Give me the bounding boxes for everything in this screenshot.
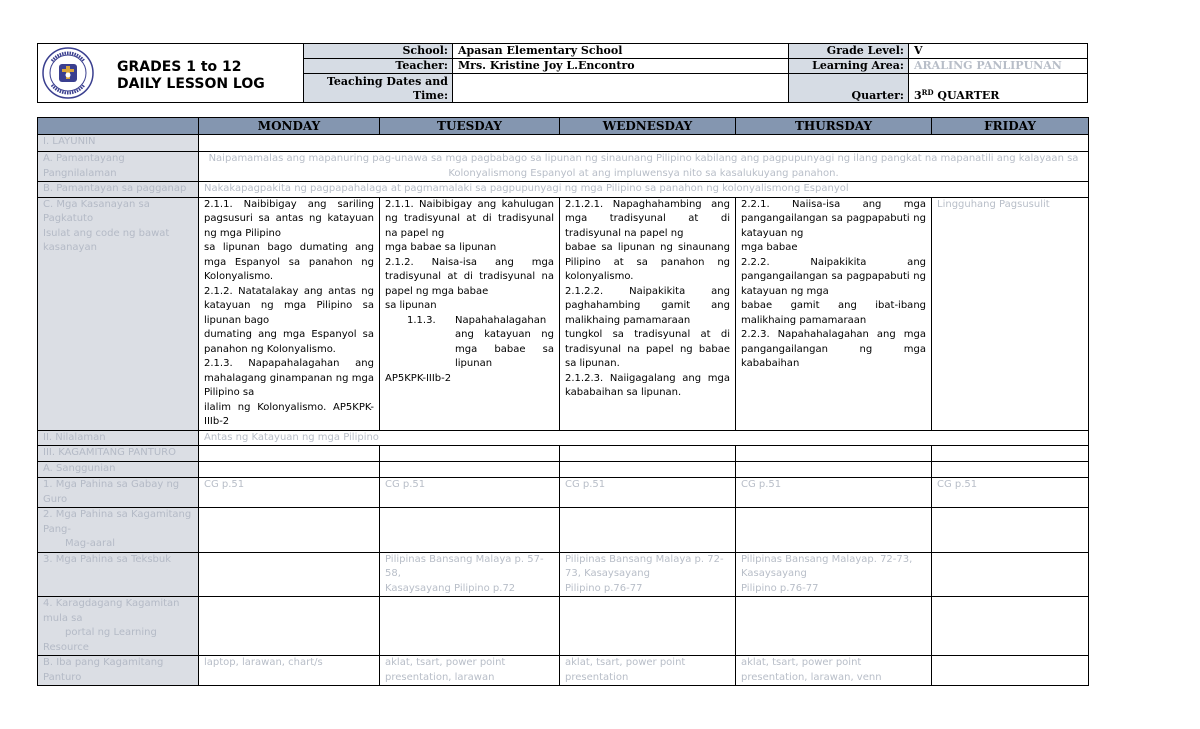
kagamitang-cell-monday xyxy=(199,446,380,462)
nilalaman-label: II. Nilalaman xyxy=(38,430,199,446)
kagamitang-mag-aaral-row xyxy=(38,508,1089,553)
pamantayang-pangnilalaman-label: A. Pamantayang Pangnilalaman xyxy=(38,152,199,182)
gabay-thursday: CG p.51 xyxy=(736,478,932,508)
kagamitang-cell-wednesday xyxy=(560,446,736,462)
teksbuk-label: 3. Mga Pahina sa Teksbuk xyxy=(38,552,199,597)
mag-aaral-cell-monday xyxy=(199,508,380,553)
gabay-tuesday: CG p.51 xyxy=(380,478,560,508)
teksbuk-tuesday: Pilipinas Bansang Malaya p. 57-58, Kasaysayang Pilipino p.72 xyxy=(380,552,560,597)
nilalaman-text: Antas ng Katayuan ng mga Pilipino xyxy=(199,430,1089,446)
layunin-label: I. LAYUNIN xyxy=(38,135,199,152)
sanggunian-cell-wednesday xyxy=(560,462,736,478)
teaching-dates-label: Teaching Dates and Time: xyxy=(304,74,453,102)
sanggunian-cell-monday xyxy=(199,462,380,478)
quarter-value: 3RD QUARTER xyxy=(914,88,1000,102)
grade-level-label: Grade Level: xyxy=(789,44,909,59)
gabay-wednesday: CG p.51 xyxy=(560,478,736,508)
iba-tuesday: aklat, tsart, power point presentation, larawan xyxy=(380,656,560,686)
mag-aaral-cell-tuesday xyxy=(380,508,560,553)
learning-area-value: ARALING PANLIPUNAN xyxy=(909,59,1087,74)
pamantayan-pagganap-text: Nakakapagpakita ng pagpapahalaga at pagmamalaki sa pagpupunyagi ng mga Pilipino sa panahon ng kolonyalismong Espanyol xyxy=(199,182,1089,198)
day-header-monday: MONDAY xyxy=(199,118,380,135)
karagdagang-cell-wednesday xyxy=(560,597,736,656)
sanggunian-row xyxy=(38,462,1089,478)
teksbuk-monday xyxy=(199,552,380,597)
kagamitang-cell-tuesday xyxy=(380,446,560,462)
kasanayan-tuesday: 2.1.1. Naibibigay ang kahulugan ng tradisyunal at di tradisyunal na papel ng mga babae sa lipunan 2.1.2. Naisa-isa ang mga tradisyunal at di tradisyunal na papel ng mga babae sa lipunan 1.1.3. Napahahalagahan ang katayuan ng mga babae sa lipunan AP5KPK-IIIb-2 xyxy=(380,197,560,430)
day-header-tuesday: TUESDAY xyxy=(380,118,560,135)
kasanayan-row xyxy=(38,197,1089,430)
header-info-grid xyxy=(304,44,1087,102)
quarter-label: Quarter: xyxy=(789,74,909,102)
school-value: Apasan Elementary School xyxy=(453,44,789,59)
kasanayan-friday: Lingguhang Pagsusulit xyxy=(932,197,1089,430)
days-header-row xyxy=(38,118,1089,135)
layunin-content xyxy=(199,135,1089,152)
teaching-dates-value xyxy=(453,74,789,102)
document-title: GRADES 1 to 12 DAILY LESSON LOG xyxy=(117,59,265,92)
school-label: School: xyxy=(304,44,453,59)
mag-aaral-cell-friday xyxy=(932,508,1089,553)
grade-level-value: V xyxy=(909,44,1087,59)
gabay-guro-label: 1. Mga Pahina sa Gabay ng Guro xyxy=(38,478,199,508)
karagdagang-kagamitan-row xyxy=(38,597,1089,656)
iba-pang-kagamitan-label: B. Iba pang Kagamitang Panturo xyxy=(38,656,199,686)
karagdagang-cell-tuesday xyxy=(380,597,560,656)
iba-monday: laptop, larawan, chart/s xyxy=(199,656,380,686)
sanggunian-cell-friday xyxy=(932,462,1089,478)
iba-wednesday: aklat, tsart, power point presentation xyxy=(560,656,736,686)
pamantayang-pangnilalaman-row xyxy=(38,152,1089,182)
kagamitang-panturo-row xyxy=(38,446,1089,462)
kasanayan-thursday: 2.2.1. Naiisa-isa ang mga pangangailangan sa pagpapabuti ng katayuan ng mga babae 2.2.2. Naipakikita ang pangangailangan sa pagpapabuti ng katayuan ng mga babae gamit ang ibat-ibang malikhaing pamamaraan 2.2.3. Napahahalagahan ang mga pangangailangan ng mga kababaihan xyxy=(736,197,932,430)
kagamitang-cell-thursday xyxy=(736,446,932,462)
teksbuk-wednesday: Pilipinas Bansang Malaya p. 72- 73, Kasaysayang Pilipino p.76-77 xyxy=(560,552,736,597)
sanggunian-label: A. Sanggunian xyxy=(38,462,199,478)
kagamitang-cell-friday xyxy=(932,446,1089,462)
pamantayan-pagganap-row xyxy=(38,182,1089,198)
karagdagang-cell-monday xyxy=(199,597,380,656)
deped-seal-icon xyxy=(42,47,94,99)
day-header-friday: FRIDAY xyxy=(932,118,1089,135)
karagdagang-cell-friday xyxy=(932,597,1089,656)
lesson-log-header xyxy=(37,43,1088,103)
sanggunian-cell-tuesday xyxy=(380,462,560,478)
kasanayan-label: C. Mga Kasanayan sa Pagkatuto Isulat ang code ng bawat kasanayan xyxy=(38,197,199,430)
teksbuk-friday xyxy=(932,552,1089,597)
gabay-guro-row xyxy=(38,478,1089,508)
daily-lesson-log-table xyxy=(37,117,1089,686)
nilalaman-row xyxy=(38,430,1089,446)
kasanayan-wednesday: 2.1.2.1. Napaghahambing ang mga tradisyunal at di tradisyunal na papel ng babae sa lipunan ng sinaunang Pilipino at sa panahon ng kolonyalismo. 2.1.2.2. Naipakikita ang paghahambing gamit ang malikhaing pamamaraan tungkol sa tradisyunal at di tradisyunal na papel ng babae sa lipunan. 2.1.2.3. Naiigagalang ang mga kababaihan sa lipunan. xyxy=(560,197,736,430)
kagamitang-mag-aaral-label: 2. Mga Pahina sa Kagamitang Pang- Mag-aaral xyxy=(38,508,199,553)
learning-area-label: Learning Area: xyxy=(789,59,909,74)
gabay-monday: CG p.51 xyxy=(199,478,380,508)
header-corner-cell xyxy=(38,118,199,135)
karagdagang-kagamitan-label: 4. Karagdagang Kagamitan mula sa portal ng Learning Resource xyxy=(38,597,199,656)
mag-aaral-cell-wednesday xyxy=(560,508,736,553)
sanggunian-cell-thursday xyxy=(736,462,932,478)
kagamitang-panturo-label: III. KAGAMITANG PANTURO xyxy=(38,446,199,462)
teacher-value: Mrs. Kristine Joy L.Encontro xyxy=(453,59,789,74)
iba-friday xyxy=(932,656,1089,686)
iba-thursday: aklat, tsart, power point presentation, larawan, venn xyxy=(736,656,932,686)
iba-pang-kagamitan-row xyxy=(38,656,1089,686)
pamantayang-pangnilalaman-text: Naipamamalas ang mapanuring pag-unawa sa mga pagbabago sa lipunan ng sinaunang Pilipino kabilang ang pagpupunyagi ng ilang pangkat na mapanatili ang kalayaan sa Kolonyalismong Espanyol at ang impluwensya nito sa kasalukuyang panahon. xyxy=(199,152,1089,182)
mag-aaral-cell-thursday xyxy=(736,508,932,553)
karagdagang-cell-thursday xyxy=(736,597,932,656)
day-header-thursday: THURSDAY xyxy=(736,118,932,135)
teksbuk-row xyxy=(38,552,1089,597)
layunin-row xyxy=(38,135,1089,152)
gabay-friday: CG p.51 xyxy=(932,478,1089,508)
kasanayan-monday: 2.1.1. Naibibigay ang sariling pagsusuri sa antas ng katayuan ng mga Pilipino sa lipunan bago dumating ang mga Espanyol sa panahon ng Kolonyalismo. 2.1.2. Natatalakay ang antas ng katayuan ng mga Pilipino sa lipunan bago dumating ang mga Espanyol sa panahon ng Kolonyalismo. 2.1.3. Napapahalagahan ang mahalagang ginampanan ng mga Pilipino sa ilalim ng Kolonyalismo. AP5KPK-IIIb-2 xyxy=(199,197,380,430)
day-header-wednesday: WEDNESDAY xyxy=(560,118,736,135)
teacher-label: Teacher: xyxy=(304,59,453,74)
header-title-cell xyxy=(38,44,304,102)
teksbuk-thursday: Pilipinas Bansang Malayap. 72-73, Kasaysayang Pilipino p.76-77 xyxy=(736,552,932,597)
pamantayan-pagganap-label: B. Pamantayan sa pagganap xyxy=(38,182,199,198)
